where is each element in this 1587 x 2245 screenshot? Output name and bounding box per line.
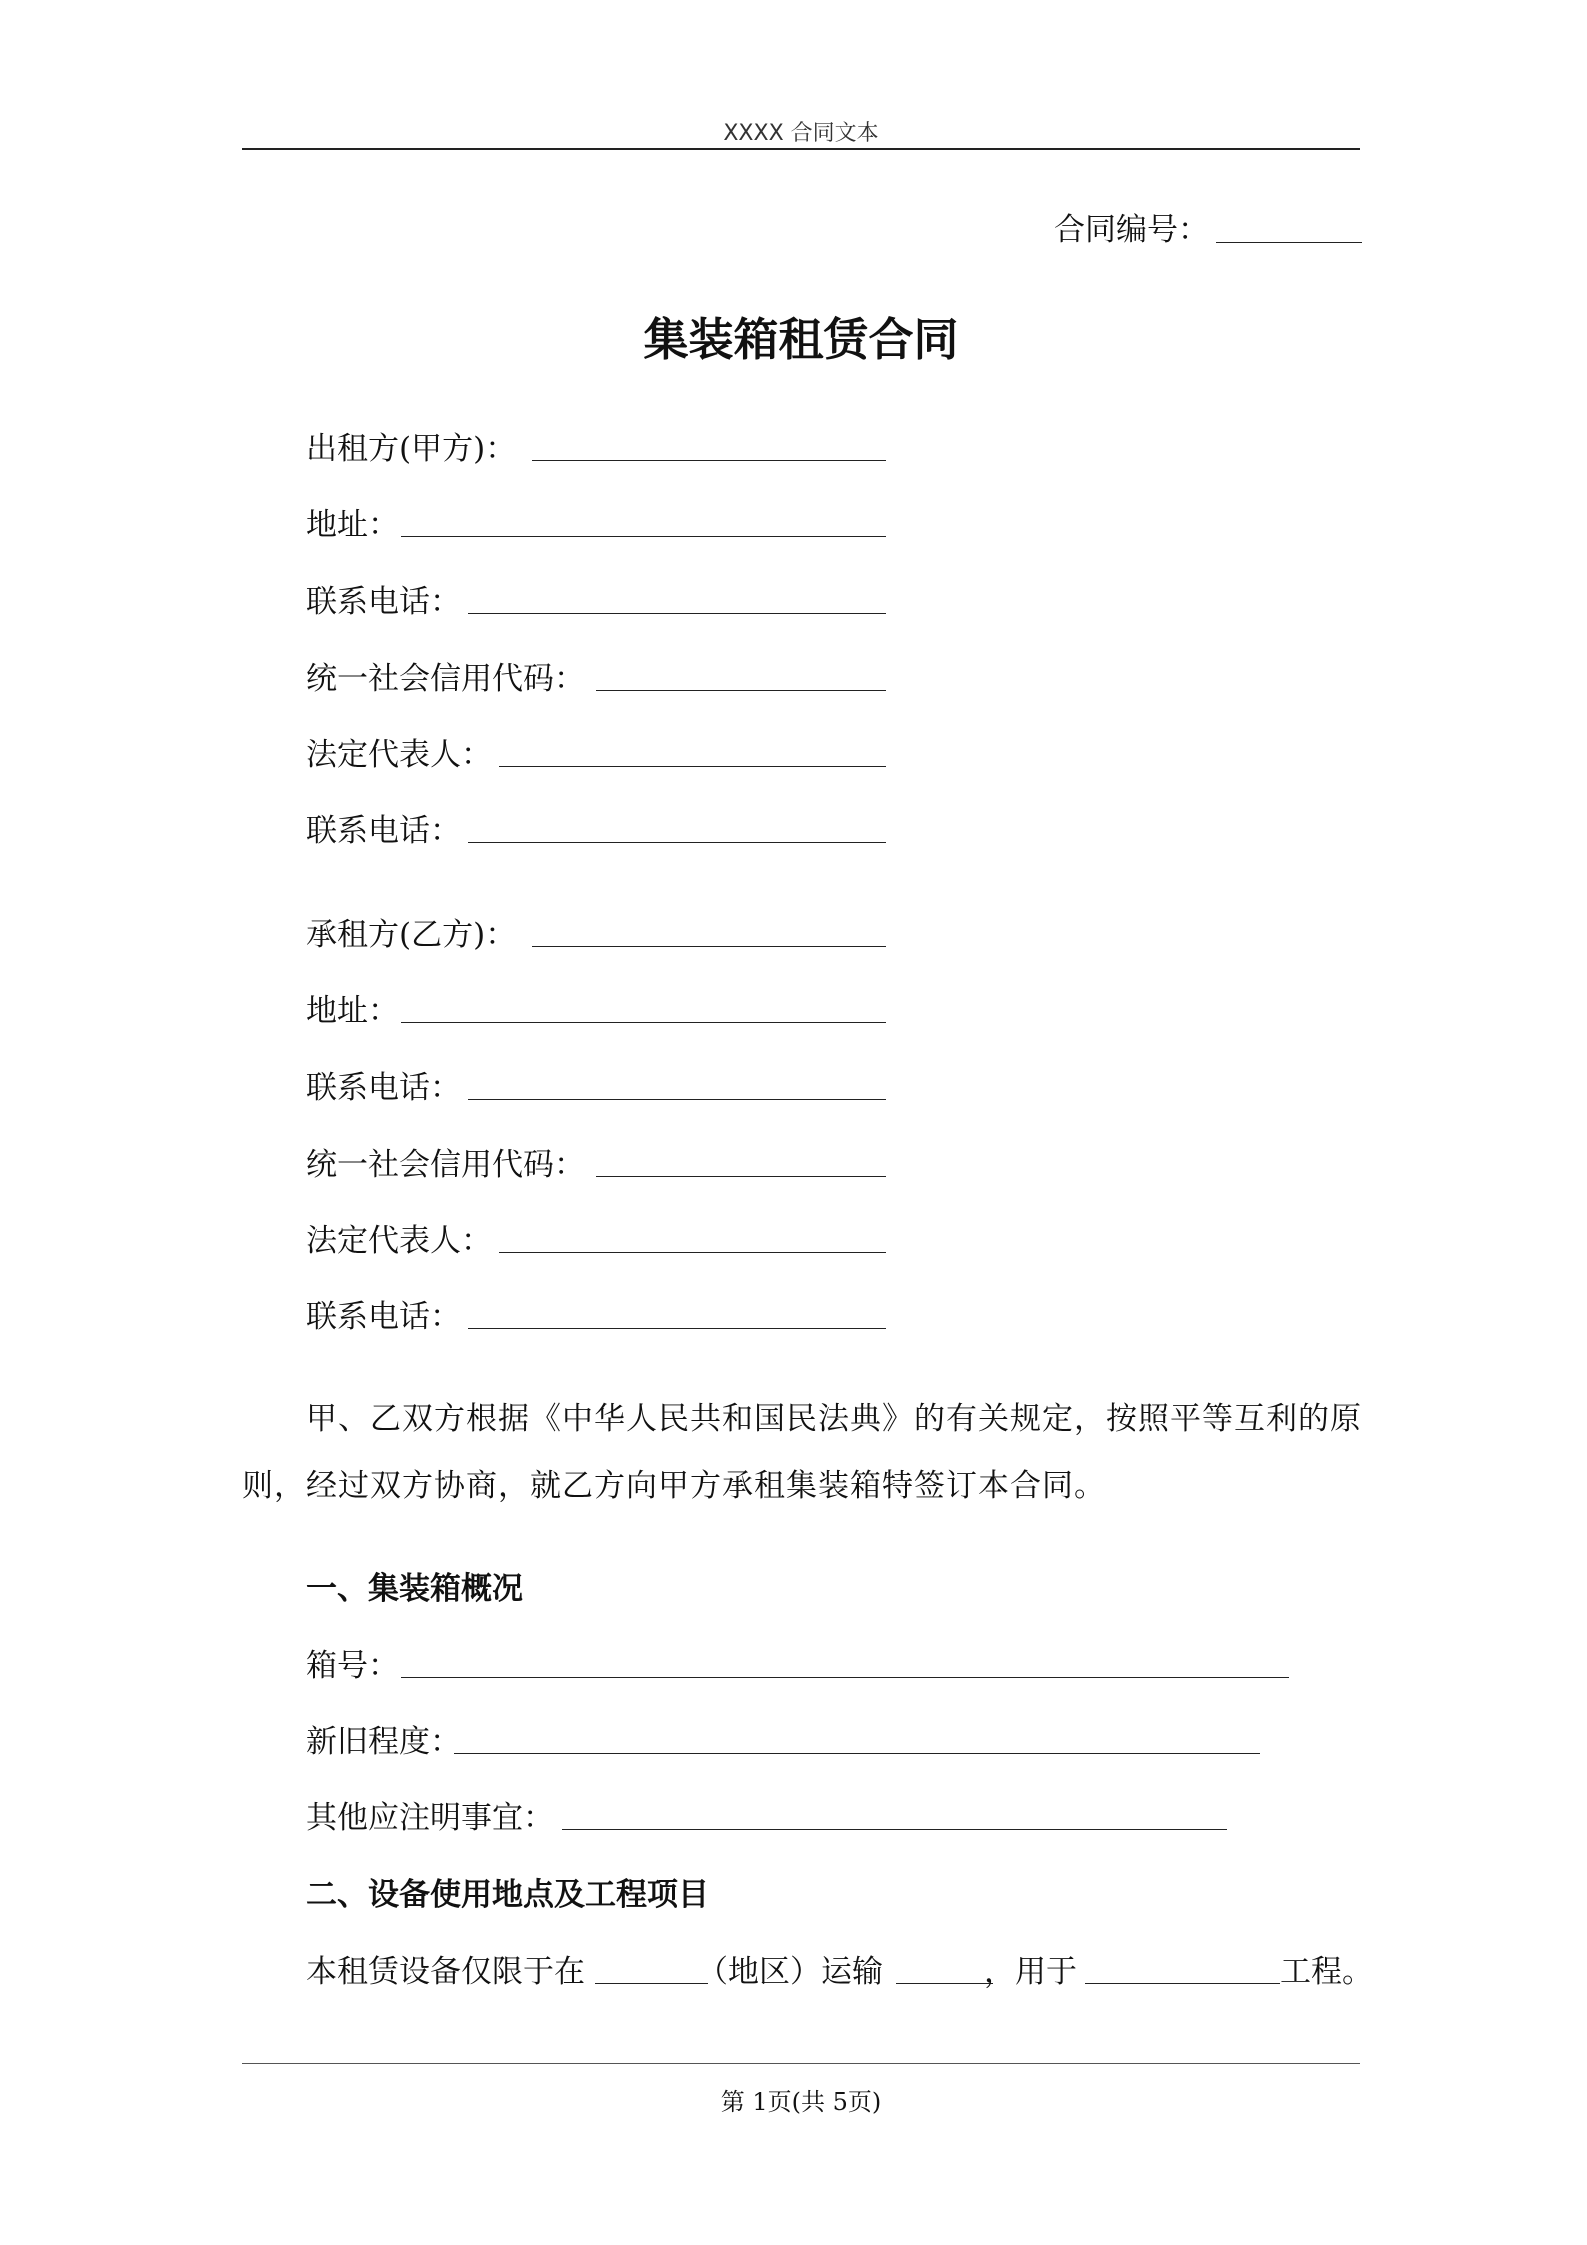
section-2-heading: 二、设备使用地点及工程项目 [306, 1877, 709, 1913]
party-a-phone-field[interactable] [468, 613, 886, 614]
party-b-phone2-field[interactable] [468, 1328, 886, 1329]
party-a-legal-rep-field[interactable] [499, 766, 886, 767]
party-b-credit-code-field[interactable] [596, 1176, 886, 1177]
condition-label: 新旧程度： [306, 1724, 461, 1760]
party-a-address-label: 地址： [306, 507, 399, 543]
section-1-heading: 一、集装箱概况 [306, 1571, 523, 1607]
project-field[interactable] [1085, 1983, 1280, 1984]
party-a-name-field[interactable] [532, 460, 886, 461]
page-title: 集装箱租赁合同 [643, 313, 959, 366]
intro-line-2: 则，经过双方协商，就乙方向甲方承租集装箱特签订本合同。 [242, 1468, 1106, 1504]
party-b-phone2-label: 联系电话： [306, 1299, 461, 1335]
party-b-legal-rep-label: 法定代表人： [306, 1223, 492, 1259]
region-field[interactable] [595, 1983, 708, 1984]
box-number-field[interactable] [401, 1677, 1289, 1678]
condition-field[interactable] [454, 1753, 1260, 1754]
party-a-phone-label: 联系电话： [306, 584, 461, 620]
party-a-legal-rep-label: 法定代表人： [306, 737, 492, 773]
party-b-credit-code-label: 统一社会信用代码： [306, 1147, 585, 1183]
other-matters-field[interactable] [562, 1829, 1227, 1830]
party-a-phone2-label: 联系电话： [306, 813, 461, 849]
header-rule [242, 148, 1360, 150]
usage-text-part-4: 工程。 [1280, 1954, 1373, 1990]
party-b-phone-label: 联系电话： [306, 1070, 461, 1106]
transport-field[interactable] [896, 1983, 993, 1984]
contract-number-field[interactable] [1216, 242, 1362, 243]
contract-number-label: 合同编号： [1054, 212, 1209, 248]
page-number: 第 1页(共 5页) [720, 2088, 882, 2116]
other-matters-label: 其他应注明事宜： [306, 1800, 554, 1836]
footer-rule [242, 2063, 1360, 2064]
party-a-heading: 出租方(甲方)： [306, 431, 517, 467]
party-b-address-label: 地址： [306, 993, 399, 1029]
party-b-legal-rep-field[interactable] [499, 1252, 886, 1253]
party-a-credit-code-label: 统一社会信用代码： [306, 661, 585, 697]
party-a-credit-code-field[interactable] [596, 690, 886, 691]
party-b-address-field[interactable] [401, 1022, 886, 1023]
usage-text-part-3: ，用于 [984, 1954, 1077, 1990]
usage-text-part-2: （地区）运输 [697, 1954, 883, 1990]
party-b-name-field[interactable] [532, 946, 886, 947]
party-b-heading: 承租方(乙方)： [306, 917, 517, 953]
party-b-phone-field[interactable] [468, 1099, 886, 1100]
box-number-label: 箱号： [306, 1648, 399, 1684]
usage-text-part-1: 本租赁设备仅限于在 [306, 1954, 585, 1990]
running-header: XXXX 合同文本 [723, 121, 879, 146]
party-a-phone2-field[interactable] [468, 842, 886, 843]
party-a-address-field[interactable] [401, 536, 886, 537]
intro-line-1: 甲、乙双方根据《中华人民共和国民法典》的有关规定，按照平等互利的原 [306, 1401, 1362, 1437]
